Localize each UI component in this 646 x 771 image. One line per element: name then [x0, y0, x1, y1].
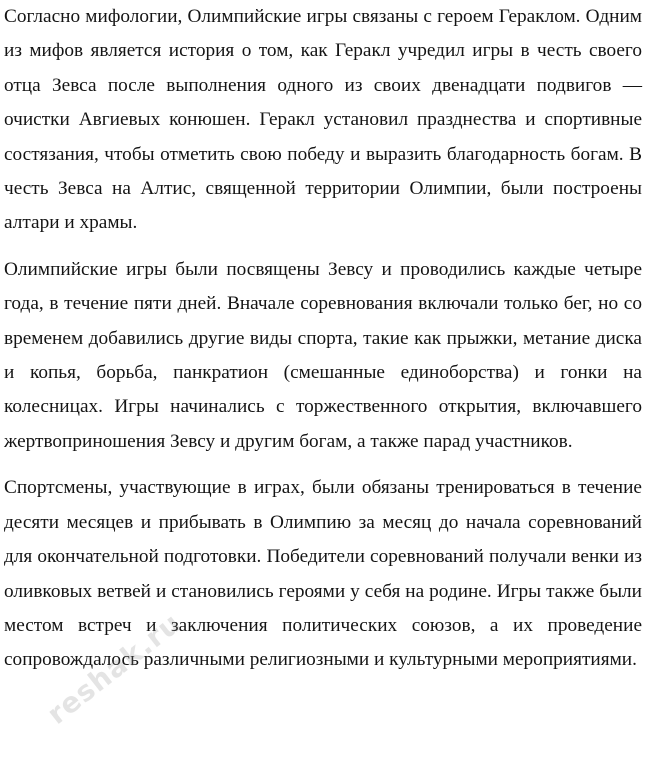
watermark-text: reshak.ru	[40, 606, 188, 731]
paragraph-athletes: Спортсмены, участвующие в играх, были обязаны тренироваться в течение десяти месяцев и прибывать в Олимпию за месяц до начала соревнований для окончательной подготовки. Победители соревнований получали венки из оливковых ветвей и становились героями у себя на родине. Игры также были местом встреч и заключения политических союзов, а их проведение сопровождалось различными религиозными и культурными мероприятиями.	[4, 477, 642, 671]
paragraph-myth: Согласно мифологии, Олимпийские игры связаны с героем Гераклом. Одним из мифов является история о том, как Геракл учредил игры в честь своего отца Зевса после выполнения одного из своих двенадцати подвигов — очистки Авгиевых конюшен. Геракл установил празднества и спортивные состязания, чтобы отметить свою победу и выразить благодарность богам. В честь Зевса на Алтис, священной территории Олимпии, были построены алтари и храмы.	[4, 6, 642, 234]
document-body	[4, 0, 642, 678]
paragraph-games: Олимпийские игры были посвящены Зевсу и проводились каждые четыре года, в течение пяти дней. Вначале соревнования включали только бег, но со временем добавились другие виды спорта, такие как прыжки, метание диска и копья, борьба, панкратион (смешанные единоборства) и гонки на колесницах. Игры начинались с торжественного открытия, включавшего жертвоприношения Зевсу и другим богам, а также парад участников.	[4, 258, 642, 452]
